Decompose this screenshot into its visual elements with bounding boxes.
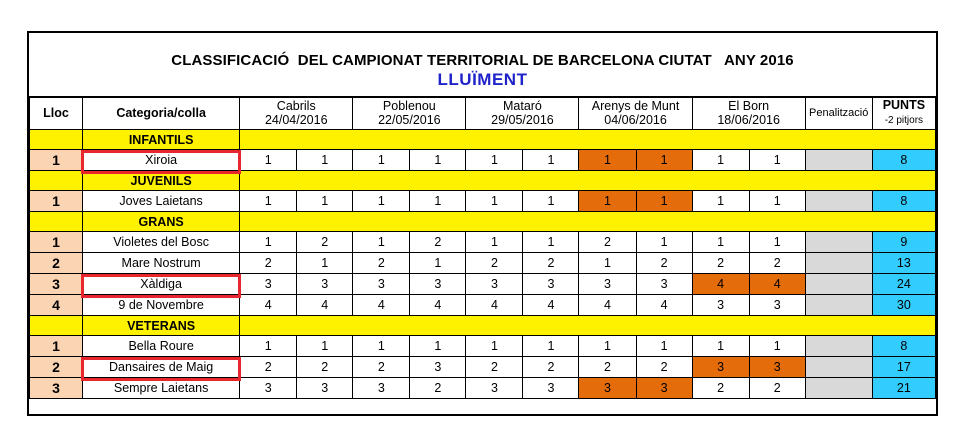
punts-label: PUNTS [882, 98, 926, 112]
points-cell: 8 [872, 150, 935, 171]
score-cell: 3 [692, 295, 749, 316]
score-cell: 1 [579, 191, 636, 212]
score-cell: 1 [636, 191, 692, 212]
header-event [353, 97, 466, 130]
event-name: Arenys de Munt [591, 99, 680, 113]
score-cell: 1 [353, 232, 410, 253]
colla-name: 9 de Novembre [83, 295, 240, 316]
score-cell: 1 [410, 191, 466, 212]
score-cell: 1 [240, 336, 297, 357]
event-date: 22/05/2016 [378, 113, 441, 127]
score-cell: 1 [240, 150, 297, 171]
penalty-cell [805, 253, 872, 274]
colla-name: Bella Roure [83, 336, 240, 357]
score-cell: 2 [410, 378, 466, 399]
header-event [240, 97, 353, 130]
punts-sublabel: -2 pitjors [884, 115, 924, 126]
score-cell: 1 [410, 253, 466, 274]
score-cell: 3 [353, 274, 410, 295]
score-cell: 2 [636, 253, 692, 274]
colla-name: Mare Nostrum [83, 253, 240, 274]
score-cell: 1 [523, 336, 579, 357]
score-cell: 1 [636, 232, 692, 253]
score-cell: 1 [297, 336, 353, 357]
table-row [30, 357, 936, 378]
event-date: 04/06/2016 [604, 113, 667, 127]
rank-cell: 1 [30, 232, 83, 253]
category-spacer [30, 316, 83, 336]
points-cell: 8 [872, 336, 935, 357]
score-cell: 1 [523, 150, 579, 171]
score-cell: 1 [749, 191, 805, 212]
penalty-cell [805, 150, 872, 171]
points-cell: 9 [872, 232, 935, 253]
score-cell: 4 [692, 274, 749, 295]
score-cell: 1 [410, 336, 466, 357]
event-date: 18/06/2016 [717, 113, 780, 127]
rank-cell: 1 [30, 336, 83, 357]
score-cell: 4 [523, 295, 579, 316]
score-cell: 1 [749, 232, 805, 253]
header-row [30, 97, 936, 130]
score-cell: 1 [353, 150, 410, 171]
penalty-cell [805, 357, 872, 378]
score-cell: 1 [353, 336, 410, 357]
table-row [30, 232, 936, 253]
score-cell: 3 [466, 378, 523, 399]
category-row [30, 171, 936, 191]
category-band [240, 171, 936, 191]
score-cell: 3 [692, 357, 749, 378]
page-subtitle: LLUÏMENT [437, 70, 528, 89]
score-cell: 3 [297, 378, 353, 399]
rank-cell: 1 [30, 191, 83, 212]
header-event [466, 97, 579, 130]
points-cell: 30 [872, 295, 935, 316]
event-name: Cabrils [276, 99, 316, 113]
penalty-cell [805, 191, 872, 212]
penalty-cell [805, 295, 872, 316]
score-cell: 2 [749, 253, 805, 274]
score-cell: 1 [523, 191, 579, 212]
score-cell: 3 [410, 274, 466, 295]
points-cell: 8 [872, 191, 935, 212]
table-row [30, 295, 936, 316]
score-cell: 3 [636, 274, 692, 295]
score-cell: 3 [579, 274, 636, 295]
score-cell: 3 [297, 274, 353, 295]
score-cell: 2 [297, 232, 353, 253]
classification-sheet [27, 31, 938, 416]
table-row [30, 150, 936, 171]
score-cell: 1 [636, 336, 692, 357]
category-row [30, 316, 936, 336]
penalty-cell [805, 232, 872, 253]
category-band [240, 212, 936, 232]
score-cell: 1 [297, 253, 353, 274]
event-name: Mataró [502, 99, 542, 113]
score-cell: 1 [410, 150, 466, 171]
score-cell: 2 [466, 253, 523, 274]
score-cell: 3 [636, 378, 692, 399]
score-cell: 2 [466, 357, 523, 378]
score-cell: 2 [353, 357, 410, 378]
table-row [30, 191, 936, 212]
score-cell: 2 [579, 232, 636, 253]
score-cell: 3 [240, 378, 297, 399]
points-cell: 13 [872, 253, 935, 274]
category-name: INFANTILS [83, 130, 240, 150]
score-cell: 1 [692, 191, 749, 212]
score-cell: 4 [240, 295, 297, 316]
score-cell: 1 [579, 150, 636, 171]
score-cell: 2 [579, 357, 636, 378]
event-date: 24/04/2016 [264, 113, 328, 127]
score-cell: 3 [579, 378, 636, 399]
score-cell: 1 [466, 191, 523, 212]
score-cell: 1 [297, 150, 353, 171]
score-cell: 1 [466, 336, 523, 357]
header-event [579, 97, 692, 130]
score-cell: 1 [240, 232, 297, 253]
table-row [30, 274, 936, 295]
score-cell: 3 [749, 357, 805, 378]
score-cell: 3 [353, 378, 410, 399]
penalty-cell [805, 378, 872, 399]
colla-name: Dansaires de Maig [83, 357, 240, 378]
category-band [240, 316, 936, 336]
header-event [692, 97, 805, 130]
rank-cell: 1 [30, 150, 83, 171]
score-cell: 1 [466, 232, 523, 253]
header-categoria: Categoria/colla [83, 97, 240, 130]
category-spacer [30, 130, 83, 150]
score-cell: 4 [466, 295, 523, 316]
penalty-cell [805, 274, 872, 295]
colla-name: Violetes del Bosc [83, 232, 240, 253]
score-cell: 2 [692, 253, 749, 274]
colla-name: Sempre Laietans [83, 378, 240, 399]
table-row [30, 336, 936, 357]
rank-cell: 2 [30, 253, 83, 274]
score-cell: 1 [692, 336, 749, 357]
score-cell: 2 [523, 357, 579, 378]
score-cell: 2 [636, 357, 692, 378]
score-cell: 3 [523, 274, 579, 295]
score-cell: 1 [297, 191, 353, 212]
score-cell: 1 [466, 150, 523, 171]
score-cell: 1 [636, 150, 692, 171]
score-cell: 4 [353, 295, 410, 316]
category-spacer [30, 212, 83, 232]
penalty-cell [805, 336, 872, 357]
points-cell: 24 [872, 274, 935, 295]
rank-cell: 2 [30, 357, 83, 378]
title-area [29, 33, 936, 98]
score-cell: 4 [410, 295, 466, 316]
score-cell: 2 [353, 253, 410, 274]
category-spacer [30, 171, 83, 191]
score-cell: 1 [749, 150, 805, 171]
category-name: VETERANS [83, 316, 240, 336]
score-cell: 2 [240, 357, 297, 378]
colla-name: Xiroia [83, 150, 240, 171]
score-cell: 1 [692, 232, 749, 253]
event-date: 29/05/2016 [491, 113, 554, 127]
score-cell: 1 [579, 253, 636, 274]
score-cell: 2 [749, 378, 805, 399]
page-title: CLASSIFICACIÓ DEL CAMPIONAT TERRITORIAL DE BARCELONA CIUTAT ANY 2016 [171, 52, 794, 69]
score-cell: 2 [692, 378, 749, 399]
category-name: GRANS [83, 212, 240, 232]
colla-name: Xàldiga [83, 274, 240, 295]
score-cell: 1 [240, 191, 297, 212]
event-name: El Born [728, 99, 770, 113]
rank-cell: 3 [30, 274, 83, 295]
score-cell: 1 [353, 191, 410, 212]
points-cell: 17 [872, 357, 935, 378]
score-cell: 3 [240, 274, 297, 295]
score-cell: 4 [579, 295, 636, 316]
rank-cell: 4 [30, 295, 83, 316]
score-cell: 1 [692, 150, 749, 171]
category-name: JUVENILS [83, 171, 240, 191]
score-cell: 2 [523, 253, 579, 274]
header-penalitzacio: Penalització [805, 97, 872, 130]
table-row [30, 378, 936, 399]
header-lloc: Lloc [30, 97, 83, 130]
score-cell: 1 [749, 336, 805, 357]
score-cell: 3 [410, 357, 466, 378]
category-row [30, 212, 936, 232]
score-cell: 1 [523, 232, 579, 253]
header-punts [872, 97, 935, 130]
score-cell: 4 [636, 295, 692, 316]
score-cell: 4 [297, 295, 353, 316]
score-cell: 3 [749, 295, 805, 316]
score-cell: 1 [579, 336, 636, 357]
score-cell: 3 [523, 378, 579, 399]
colla-name: Joves Laietans [83, 191, 240, 212]
score-cell: 3 [466, 274, 523, 295]
standings-table [29, 96, 936, 399]
table-row [30, 253, 936, 274]
category-row [30, 130, 936, 150]
score-cell: 2 [240, 253, 297, 274]
table-body [30, 130, 936, 399]
score-cell: 4 [749, 274, 805, 295]
score-cell: 2 [297, 357, 353, 378]
points-cell: 21 [872, 378, 935, 399]
score-cell: 2 [410, 232, 466, 253]
rank-cell: 3 [30, 378, 83, 399]
category-band [240, 130, 936, 150]
event-name: Poblenou [382, 99, 436, 113]
